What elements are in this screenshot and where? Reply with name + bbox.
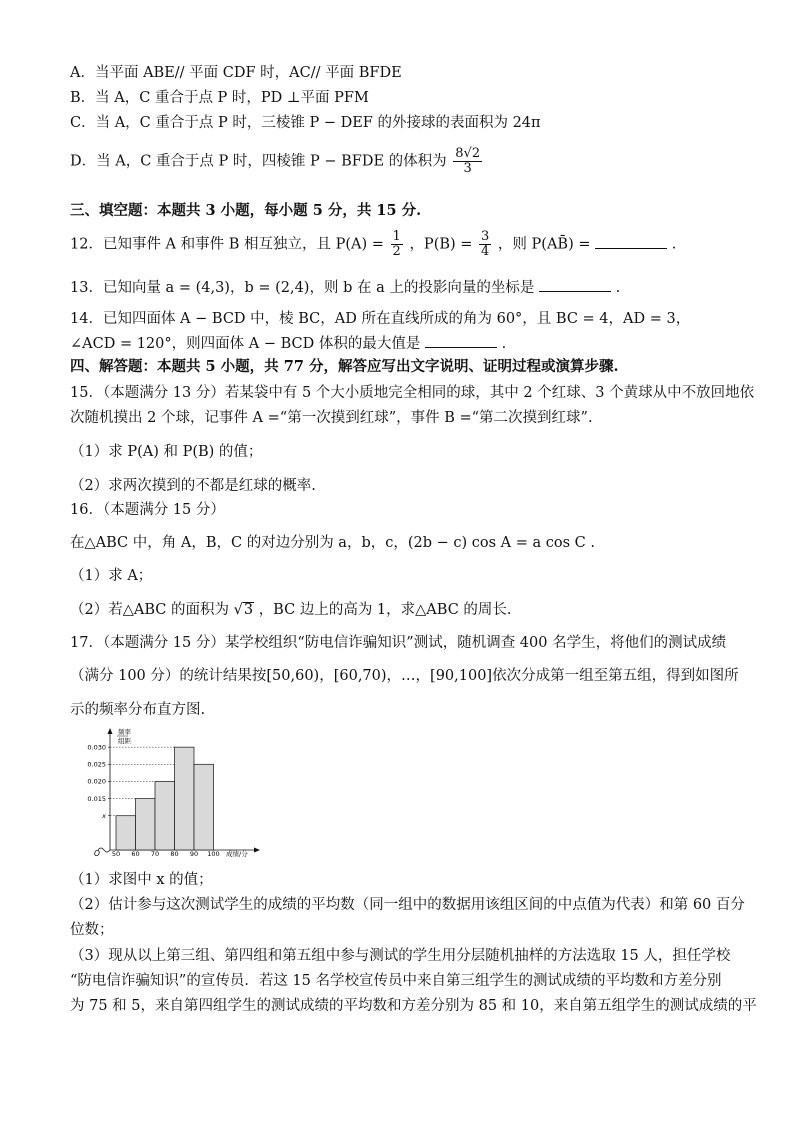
option-d-text: D．当 A，C 重合于点 P 时，四棱锥 P − BFDE 的体积为	[70, 153, 447, 170]
y-tick-label: 0.025	[87, 760, 106, 769]
option-b: B．当 A，C 重合于点 P 时，PD ⊥平面 PFM	[70, 90, 369, 106]
option-d-fraction	[453, 147, 482, 176]
q13-answer-blank[interactable]	[539, 277, 611, 292]
frequency-histogram	[86, 728, 266, 862]
x-axis-arrow	[254, 848, 260, 853]
section-3-heading: 三、填空题：本题共 3 小题，每小题 5 分，共 15 分.	[70, 202, 422, 219]
x-tick-label: 100	[207, 850, 220, 858]
q12-f1-numerator: 1	[392, 229, 401, 244]
y-tick-label: 0.030	[87, 743, 106, 752]
y-tick-label: 0.020	[87, 777, 106, 786]
question-17-part-2-line-1: （2）估计参与这次测试学生的成绩的平均数（同一组中的数据用该组区间的中点值为代表）和第 60 百分	[70, 897, 745, 913]
histogram-bar	[175, 747, 195, 850]
question-17-part-3-line-3: 为 75 和 5，来自第四组学生的测试成绩的平均数和方差分别为 85 和 10，来自第五组学生的测试成绩的平	[70, 998, 757, 1014]
question-16-heading: 16．（本题满分 15 分）	[70, 502, 225, 518]
option-d-numerator: 8√2	[455, 146, 481, 161]
q13-period: .	[615, 280, 621, 296]
q12-period: .	[671, 236, 677, 253]
histogram-bar	[136, 799, 156, 850]
origin-label: O	[94, 849, 100, 858]
question-17-line-2: （满分 100 分）的统计结果按[50,60)，[60,70)，…，[90,100]依次分成第一组至第五组，得到如图所	[70, 668, 739, 684]
x-tick-label: 50	[111, 850, 121, 858]
histogram-bar	[194, 764, 214, 850]
q13-text: 13．已知向量 a = (4,3)，b = (2,4)，则 b 在 a 上的投影向量的坐标是	[70, 280, 535, 296]
question-17-part-2-line-2: 位数；	[70, 922, 114, 938]
y-tick-label: 0.015	[87, 794, 106, 803]
question-17-line-3: 示的频率分布直方图.	[70, 702, 206, 718]
q12-answer-blank[interactable]	[595, 234, 667, 249]
sqrt-symbol: √	[233, 602, 243, 618]
question-17-line-1: 17．（本题满分 15 分）某学校组织“防电信诈骗知识”测试，随机调查 400 名学生，将他们的测试成绩	[70, 635, 727, 651]
x-tick-label: 60	[131, 850, 140, 858]
q14-text: ∠ACD = 120°，则四面体 A − BCD 体积的最大值是	[70, 336, 421, 352]
q14-answer-blank[interactable]	[425, 333, 497, 348]
question-15-part-1: （1）求 P(A) 和 P(B) 的值；	[70, 444, 263, 460]
histogram-bar	[116, 816, 136, 850]
q14-period: .	[501, 336, 507, 352]
question-15-line-1: 15．（本题满分 13 分）若某袋中有 5 个大小质地完全相同的球，其中 2 个红球、3 个黄球从中不放回地依	[70, 385, 755, 401]
option-d	[70, 147, 484, 176]
x-tick-label: 70	[150, 850, 160, 858]
y-tick-label: x	[102, 812, 106, 821]
y-label-bottom: 组距	[118, 737, 131, 745]
question-15-part-2: （2）求两次摸到的不都是红球的概率.	[70, 478, 316, 494]
x-axis-label: 成绩/分	[226, 850, 248, 858]
y-axis-arrow	[108, 728, 113, 734]
question-15-line-2: 次随机摸出 2 个球，记事件 A =“第一次摸到红球”，事件 B =“第二次摸到红球”.	[70, 410, 593, 426]
q12-fraction-1	[391, 230, 403, 259]
q12-text-c: ，则 P(AB̄) =	[497, 236, 591, 253]
q16-p2-text-a: （2）若△ABC 的面积为	[70, 602, 229, 618]
x-tick-label: 80	[170, 850, 179, 858]
option-a: A．当平面 ABE// 平面 CDF 时，AC// 平面 BFDE	[70, 65, 402, 81]
histogram-bar	[155, 781, 175, 850]
q12-f2-numerator: 3	[481, 229, 490, 244]
question-17-part-3-line-2: “防电信诈骗知识”的宣传员．若这 15 名学校宣传员中来自第三组学生的测试成绩的平均数和方差分别	[70, 973, 722, 989]
question-14-line-1: 14．已知四面体 A − BCD 中，棱 BC，AD 所在直线所成的角为 60°，且 BC = 4，AD = 3，	[70, 311, 691, 327]
section-4-heading: 四、解答题：本题共 5 小题，共 77 分，解答应写出文字说明、证明过程或演算步骤.	[70, 358, 619, 375]
q12-text-a: 12．已知事件 A 和事件 B 相互独立，且 P(A) =	[70, 236, 384, 253]
sqrt-radicand: 3	[243, 602, 254, 618]
option-c: C．当 A，C 重合于点 P 时，三棱锥 P − DEF 的外接球的表面积为 24π	[70, 115, 541, 131]
question-14-line-2	[70, 333, 506, 354]
question-16-line-1: 在△ABC 中，角 A，B，C 的对边分别为 a，b，c，(2b − c) cos A = a cos C .	[70, 535, 595, 551]
y-label-top: 频率	[118, 728, 131, 736]
q12-f2-denominator: 4	[481, 244, 490, 259]
q12-fraction-2	[479, 230, 491, 259]
question-16-part-2	[70, 600, 512, 620]
q12-text-b: ，P(B) =	[409, 236, 473, 253]
question-17-part-3-line-1: （3）现从以上第三组、第四组和第五组中参与测试的学生用分层随机抽样的方法选取 15 人，担任学校	[70, 948, 731, 964]
q12-f1-denominator: 2	[392, 244, 401, 259]
question-13	[70, 277, 620, 298]
q16-p2-text-b: ，BC 边上的高为 1，求△ABC 的周长.	[258, 602, 512, 618]
question-12	[70, 230, 676, 259]
question-17-part-1: （1）求图中 x 的值；	[70, 872, 213, 888]
x-tick-label: 90	[189, 850, 199, 858]
question-16-part-1: （1）求 A；	[70, 568, 153, 584]
option-d-denominator: 3	[463, 161, 472, 176]
